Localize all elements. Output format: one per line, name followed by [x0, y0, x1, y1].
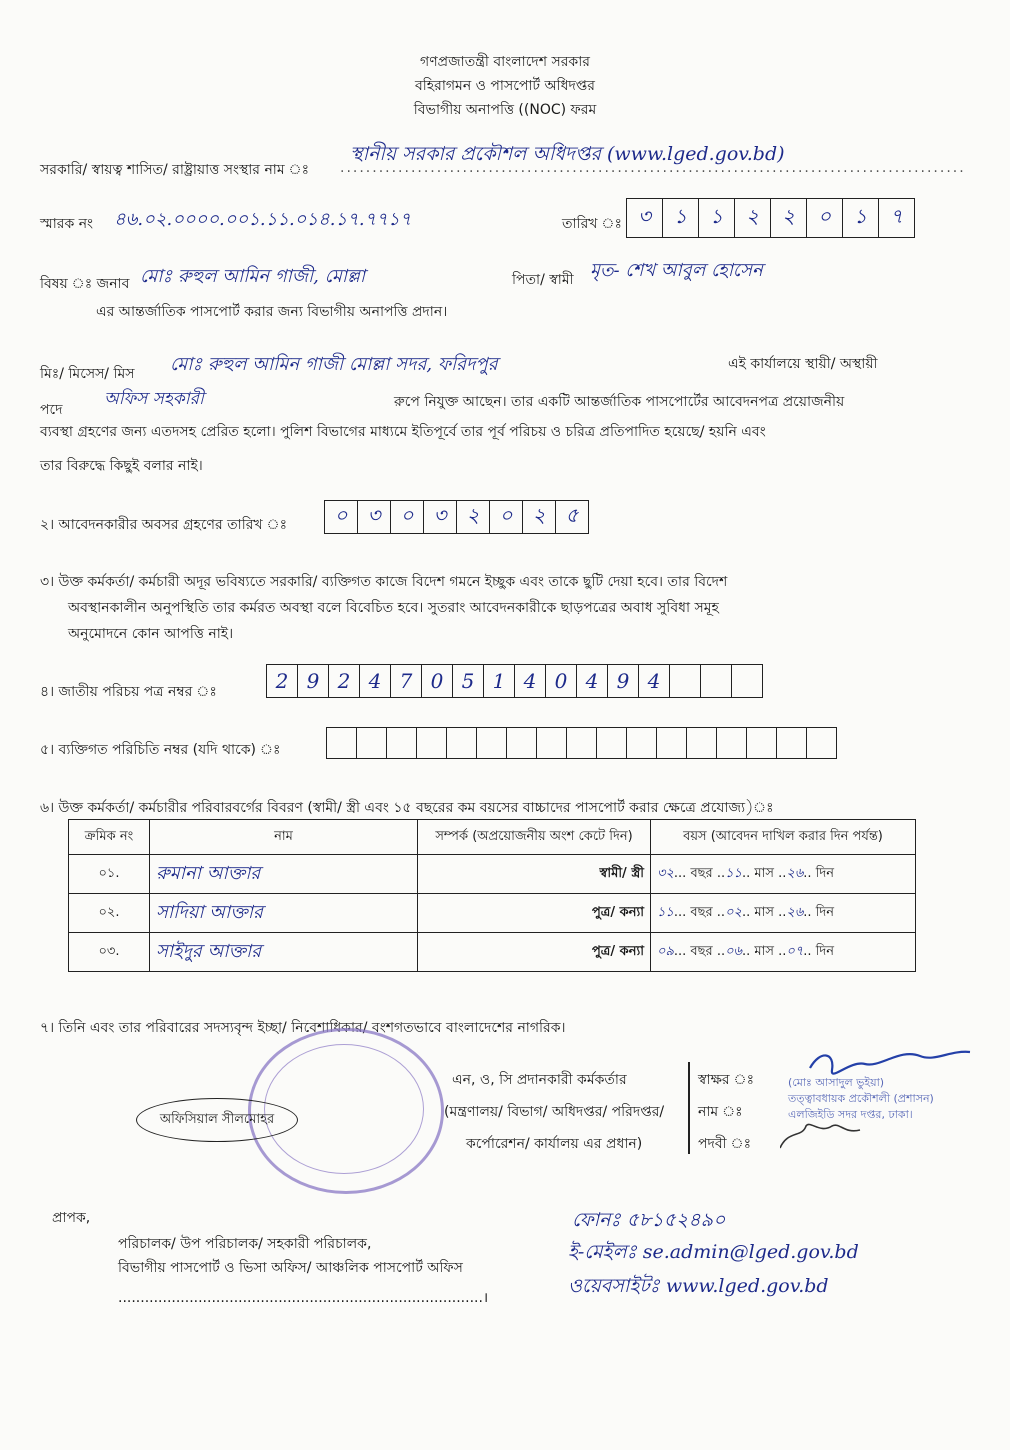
table-row: ০৩. সাইদুর আক্তার পুত্র/ কন্যা ০৯... বছর ..০৬.. মাস ..০৭.. দিন — [69, 933, 916, 972]
digit-box: 4 — [577, 665, 608, 697]
stamp-officer-name: (মোঃ আসাদুল ভুইয়া) — [788, 1076, 885, 1089]
digit-box — [537, 728, 567, 758]
digit-box — [777, 728, 807, 758]
stamp-office: এলজিইডি সদর দপ্তর, ঢাকা। — [788, 1108, 913, 1121]
father-value: মৃত- শেখ আবুল হোসেন — [590, 260, 763, 281]
digit-box: 0 — [422, 665, 453, 697]
para1-prefix: মিঃ/ মিসেস/ মিস — [40, 366, 135, 382]
digit-box — [627, 728, 657, 758]
th-serial: ক্রমিক নং — [69, 820, 150, 855]
date-label: তারিখ ঃ — [562, 216, 622, 232]
sign-label: স্বাক্ষর ঃ — [698, 1072, 755, 1088]
header-line-1: গণপ্রজাতন্ত্রী বাংলাদেশ সরকার — [420, 54, 590, 70]
digit-box: ৫ — [565, 502, 579, 527]
table-row: ০২. সাদিয়া আক্তার পুত্র/ কন্যা ১১... বছর ..০২.. মাস ..২৬.. দিন — [69, 894, 916, 933]
retirement-date-boxes — [324, 500, 589, 534]
th-relation: সম্পর্ক (অপ্রয়োজনীয় অংশ কেটে দিন) — [418, 820, 651, 855]
digit-box — [357, 728, 387, 758]
digit-box: 0 — [546, 665, 577, 697]
contact-phone: ফোনঃ ৫৮১৫২৪৯০ — [572, 1209, 726, 1231]
subject-label: বিষয় ঃ জনাব — [40, 276, 130, 292]
post-label: পদে — [40, 402, 63, 418]
item3-line-3: অনুমোদনে কোন আপত্তি নাই। — [68, 626, 234, 642]
digit-box — [597, 728, 627, 758]
digit-box: ১ — [699, 199, 735, 237]
header-line-2: বহিরাগমন ও পাসপোর্ট অধিদপ্তর — [414, 78, 596, 94]
citizenship-text: ৭। তিনি এবং তার পরিবারের সদস্যবৃন্দ ইচ্ছা/ নিবেশাধিকার/ বংশগতভাবে বাংলাদেশের নাগরিক। — [40, 1020, 566, 1036]
memo-value: ৪৬.০২.০০০০.০০১.১১.০১৪.১৭.৭৭১৭ — [114, 209, 412, 230]
memo-label: স্মারক নং — [40, 216, 94, 232]
digit-box — [567, 728, 597, 758]
retirement-label: ২। আবেদনকারীর অবসর গ্রহণের তারিখ ঃ — [40, 517, 288, 533]
digit-box — [657, 728, 687, 758]
header-line-3: বিভাগীয় অনাপত্তি ((NOC) ফরম — [413, 102, 597, 118]
post-value: অফিস সহকারী — [104, 389, 204, 409]
issuer-line-3: কর্পোরেশন/ কার্যালয় এর প্রধান) — [466, 1136, 643, 1152]
digit-box: ২ — [771, 199, 807, 237]
para1-suffix: এই কার্যালয়ে স্থায়ী/ অস্থায়ী — [728, 356, 878, 372]
th-age: বয়স (আবেদন দাখিল করার দিন পর্যন্ত) — [651, 820, 916, 855]
digit-box: ২ — [457, 501, 490, 533]
para1-line-3: ব্যবস্থা গ্রহণের জন্য এতদসহ প্রেরিত হলো। পুলিশ বিভাগের মাধ্যমে ইতিপূর্বে তার পূর্ব পরিচয় ও চরিত্র প্রতিপাদিত হয়েছে/ হয়নি এবং — [40, 424, 766, 440]
issuer-line-1: এন, ও, সি প্রদানকারী কর্মকর্তার — [452, 1072, 627, 1088]
digit-box: ০ — [807, 199, 843, 237]
subject-name: মোঃ রুহুল আমিন গাজী, মোল্লা — [140, 266, 366, 287]
digit-box — [327, 728, 357, 758]
digit-box — [670, 665, 701, 697]
recipient-line-1: পরিচালক/ উপ পরিচালক/ সহকারী পরিচালক, — [118, 1236, 372, 1252]
th-name: নাম — [150, 820, 418, 855]
digit-box — [387, 728, 417, 758]
digit-box: 2 — [329, 665, 360, 697]
digit-box: 2 — [267, 665, 298, 697]
digit-box: ০ — [325, 501, 358, 533]
digit-box: ৭ — [889, 203, 903, 228]
digit-box — [687, 728, 717, 758]
recipient-line-2: বিভাগীয় পাসপোর্ট ও ভিসা অফিস/ আঞ্চলিক পাসপোর্ট অফিস — [118, 1260, 463, 1276]
nid-boxes — [266, 664, 763, 698]
father-label: পিতা/ স্বামী — [512, 272, 574, 288]
digit-box: ০ — [490, 501, 523, 533]
digit-box: 9 — [608, 665, 639, 697]
post-suffix: রুপে নিযুক্ত আছেন। তার একটি আন্তর্জাতিক পাসপোর্টের আবেদনপত্র প্রয়োজনীয় — [394, 394, 845, 410]
stamp-officer-post: তত্ত্বাবধায়ক প্রকৌশলী (প্রশাসন) — [788, 1092, 934, 1105]
digit-box: 9 — [298, 665, 329, 697]
digit-box: 7 — [391, 665, 422, 697]
digit-box: 4 — [515, 665, 546, 697]
digit-box: ২ — [735, 199, 771, 237]
item3-line-2: অবস্থানকালীন অনুপস্থিতি তার কর্মরত অবস্থা বলে বিবেচিত হবে। সুতরাং আবেদনকারীকে ছাড়পত্রের অবাধ সুবিধা সমূহ — [68, 600, 719, 616]
pin-boxes — [326, 727, 837, 759]
digit-box — [417, 728, 447, 758]
digit-box: 4 — [639, 665, 670, 697]
recipient-label: প্রাপক, — [52, 1210, 91, 1226]
designation-label: পদবী ঃ — [698, 1136, 752, 1152]
digit-box: ১ — [663, 199, 699, 237]
digit-box: ৩ — [358, 501, 391, 533]
recipient-line-3: ..................................................................................। — [118, 1290, 489, 1306]
issuer-line-2: (মন্ত্রণালয়/ বিভাগ/ অধিদপ্তর/ পরিদপ্তর/ — [444, 1104, 665, 1120]
family-table — [68, 819, 916, 972]
digit-box: ৩ — [424, 501, 457, 533]
org-label: সরকারি/ স্বায়ত্ব শাসিত/ রাষ্ট্রায়াত্ত সংস্থার নাম ঃ — [40, 162, 310, 178]
digit-box: 5 — [453, 665, 484, 697]
table-row: ০১. রুমানা আক্তার স্বামী/ স্ত্রী ৩২... বছর ..১১.. মাস ..২৬.. দিন — [69, 855, 916, 894]
contact-website: ওয়েবসাইটঃ www.lged.gov.bd — [568, 1275, 829, 1297]
digit-box — [507, 728, 537, 758]
family-label: ৬। উক্ত কর্মকর্তা/ কর্মচারীর পরিবারবর্গের বিবরণ (স্বামী/ স্ত্রী এবং ১৫ বছরের কম বয়সের বাচ্চাদের পাসপোর্ট করার ক্ষেত্রে প্রযোজ্য)ঃ — [40, 800, 774, 816]
para1-line-4: তার বিরুদ্ধে কিছুই বলার নাই। — [40, 458, 203, 474]
digit-box — [447, 728, 477, 758]
digit-box: ২ — [523, 501, 556, 533]
digit-box: ৩ — [627, 199, 663, 237]
digit-box — [807, 728, 836, 758]
nid-label: ৪। জাতীয় পরিচয় পত্র নম্বর ঃ — [40, 684, 217, 700]
item3-line-1: ৩। উক্ত কর্মকর্তা/ কর্মচারী অদূর ভবিষ্যতে সরকারি/ ব্যক্তিগত কাজে বিদেশ গমনে ইচ্ছুক এবং তাকে ছুটি দেয়া হবে। তার বিদেশ — [40, 574, 728, 590]
digit-box — [477, 728, 507, 758]
digit-box: 1 — [484, 665, 515, 697]
name-label: নাম ঃ — [698, 1104, 743, 1120]
digit-box — [701, 665, 732, 697]
digit-box — [717, 728, 747, 758]
digit-box: ০ — [391, 501, 424, 533]
officer-signature — [780, 1030, 980, 1170]
pin-label: ৫। ব্যক্তিগত পরিচিতি নম্বর (যদি থাকে) ঃ — [40, 742, 281, 758]
digit-box — [732, 665, 762, 697]
memo-date-boxes — [626, 198, 915, 238]
contact-email: ই-মেইলঃ se.admin@lged.gov.bd — [568, 1241, 859, 1263]
digit-box: ১ — [843, 199, 879, 237]
digit-box — [747, 728, 777, 758]
digit-box: 4 — [360, 665, 391, 697]
seal-label: অফিসিয়াল সীলমোহর — [136, 1098, 298, 1142]
para1-name: মোঃ রুহুল আমিন গাজী মোল্লা সদর, ফরিদপুর — [170, 354, 498, 375]
subject-line-2: এর আন্তর্জাতিক পাসপোর্ট করার জন্য বিভাগীয় অনাপত্তি প্রদান। — [96, 304, 448, 320]
org-value: স্থানীয় সরকার প্রকৌশল অধিদপ্তর (www.lged.gov.bd) — [350, 143, 785, 165]
